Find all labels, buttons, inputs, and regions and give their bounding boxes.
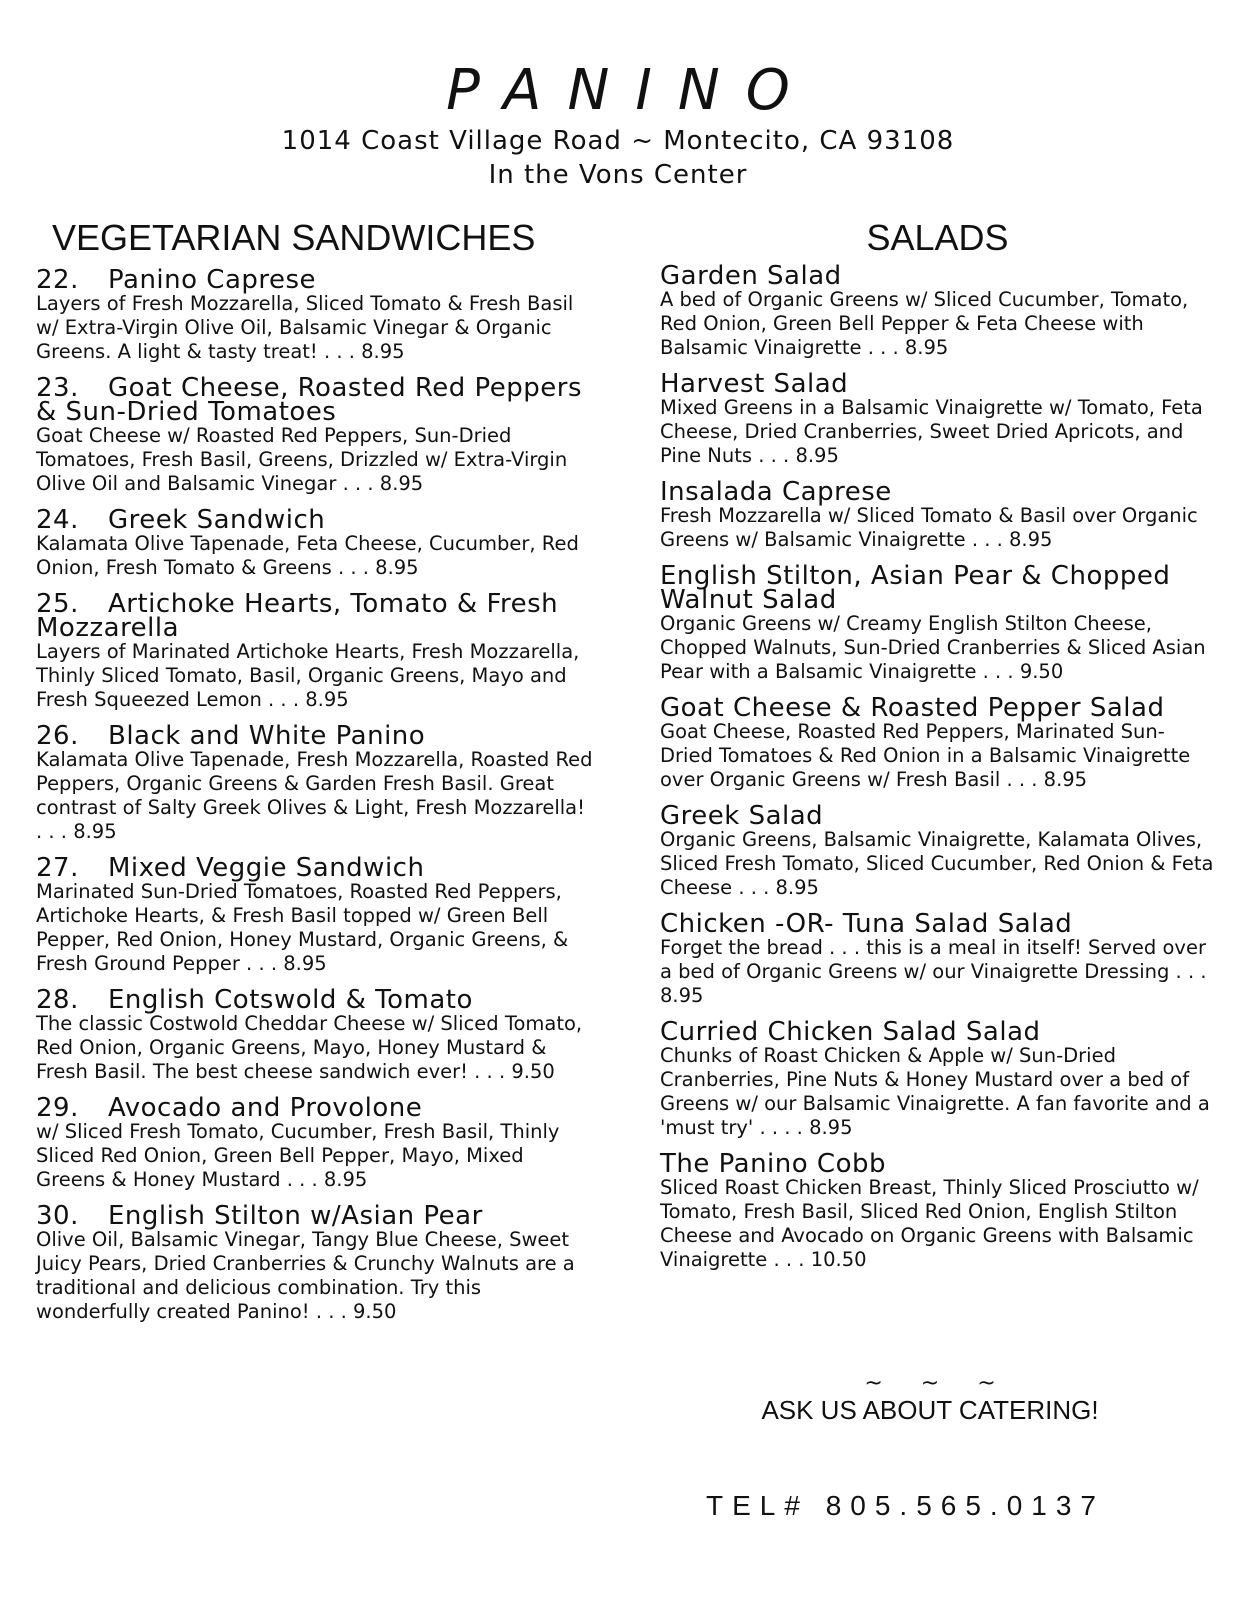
item-description: Chunks of Roast Chicken & Apple w/ Sun-Dried Cranberries, Pine Nuts & Honey Mustard over a bed of Greens w/ our Balsamic Vinaigrette. A fan favorite and a 'must try' . . . . 8.95 (660, 1044, 1210, 1139)
location-note: In the Vons Center (488, 160, 748, 190)
menu-item (36, 854, 596, 976)
item-number: 27. (36, 853, 79, 883)
menu-item (36, 266, 596, 364)
item-description: Marinated Sun-Dried Tomatoes, Roasted Red Peppers, Artichoke Hearts, & Fresh Basil topped w/ Green Bell Pepper, Red Onion, Honey Mustard, Organic Greens, & Fresh Ground Pepper . . . 8.95 (36, 880, 569, 975)
menu-item (660, 478, 1215, 552)
item-name: English Stilton w/Asian Pear (108, 1201, 483, 1231)
item-description: Mixed Greens in a Balsamic Vinaigrette w/ Tomato, Feta Cheese, Dried Cranberries, Sweet Dried Apricots, and Pine Nuts . . . 8.95 (660, 396, 1203, 467)
item-number: 22. (36, 265, 79, 295)
item-description: Goat Cheese w/ Roasted Red Peppers, Sun-Dried Tomatoes, Fresh Basil, Greens, Drizzled w/ Extra-Virgin Olive Oil and Balsamic Vinegar . . . 8.95 (36, 424, 568, 495)
item-name: English Cotswold & Tomato (108, 985, 473, 1015)
item-name: Greek Sandwich (108, 505, 326, 535)
item-description: Fresh Mozzarella w/ Sliced Tomato & Basil over Organic Greens w/ Balsamic Vinaigrette . . . 8.95 (660, 504, 1198, 551)
item-number: 26. (36, 721, 79, 751)
item-description: Kalamata Olive Tapenade, Fresh Mozzarella, Roasted Red Peppers, Organic Greens & Garden Fresh Basil. Great contrast of Salty Greek Olives & Light, Fresh Mozzarella! . . . 8.95 (36, 748, 593, 843)
item-name: The Panino Cobb (660, 1149, 886, 1179)
item-name: Black and White Panino (108, 721, 426, 751)
item-name: Artichoke Hearts, Tomato & Fresh Mozzarella (36, 589, 559, 643)
menu-item (36, 506, 596, 580)
salads-section (660, 216, 1215, 1282)
item-name: Goat Cheese, Roasted Red Peppers & Sun-Dried Tomatoes (36, 373, 583, 427)
menu-item (36, 1094, 596, 1192)
item-description: Kalamata Olive Tapenade, Feta Cheese, Cucumber, Red Onion, Fresh Tomato & Greens . . . 8.95 (36, 532, 579, 579)
catering-note (720, 1371, 1140, 1426)
menu-item (660, 370, 1215, 468)
item-number: 28. (36, 985, 79, 1015)
menu-item (36, 722, 596, 844)
item-description: Goat Cheese, Roasted Red Peppers, Marinated Sun-Dried Tomatoes & Red Onion in a Balsamic Vinaigrette over Organic Greens w/ Fresh Basil . . . 8.95 (660, 720, 1191, 791)
item-number: 25. (36, 589, 79, 619)
item-name: Greek Salad (660, 801, 824, 831)
item-name: Harvest Salad (660, 369, 849, 399)
item-description: Layers of Marinated Artichoke Hearts, Fresh Mozzarella, Thinly Sliced Tomato, Basil, Organic Greens, Mayo and Fresh Squeezed Lemon . . . 8.95 (36, 640, 580, 711)
item-description: Organic Greens, Balsamic Vinaigrette, Kalamata Olives, Sliced Fresh Tomato, Sliced Cucumber, Red Onion & Feta Cheese . . . 8.95 (660, 828, 1214, 899)
item-description: Organic Greens w/ Creamy English Stilton Cheese, Chopped Walnuts, Sun-Dried Cranberries & Sliced Asian Pear with a Balsamic Vinaigrette . . . 9.50 (660, 612, 1206, 683)
menu-item (36, 374, 596, 496)
salads-title: SALADS (866, 217, 1009, 258)
item-description: Olive Oil, Balsamic Vinegar, Tangy Blue Cheese, Sweet Juicy Pears, Dried Cranberries & Crunchy Walnuts are a traditional and delicious combination. Try this wonderfully created Panino! . . . 9.50 (36, 1228, 575, 1323)
menu-item (660, 802, 1215, 900)
menu-item (36, 590, 596, 712)
catering-text: ASK US ABOUT CATERING! (761, 1395, 1099, 1425)
item-name: Goat Cheese & Roasted Pepper Salad (660, 693, 1165, 723)
menu-item (36, 1202, 596, 1324)
sandwiches-title: VEGETARIAN SANDWICHES (52, 217, 536, 258)
item-description: Layers of Fresh Mozzarella, Sliced Tomato & Fresh Basil w/ Extra-Virgin Olive Oil, Balsamic Vinegar & Organic Greens. A light & tasty treat! . . . 8.95 (36, 292, 574, 363)
menu-item (660, 1018, 1215, 1140)
item-name: Avocado and Provolone (108, 1093, 423, 1123)
menu-item (660, 562, 1215, 684)
item-name: English Stilton, Asian Pear & Chopped Walnut Salad (660, 561, 1171, 615)
item-name: Mixed Veggie Sandwich (108, 853, 425, 883)
menu-header (0, 58, 1236, 192)
item-name: Chicken -OR- Tuna Salad Salad (660, 909, 1073, 939)
item-name: Panino Caprese (108, 265, 317, 295)
menu-item (660, 262, 1215, 360)
brand-title: PANINO (446, 58, 816, 123)
item-number: 24. (36, 505, 79, 535)
menu-item (660, 910, 1215, 1008)
sandwiches-section (36, 216, 596, 1334)
menu-item (660, 1150, 1215, 1272)
item-number: 30. (36, 1201, 79, 1231)
item-description: w/ Sliced Fresh Tomato, Cucumber, Fresh Basil, Thinly Sliced Red Onion, Green Bell Pepper, Mayo, Mixed Greens & Honey Mustard . . . 8.95 (36, 1120, 560, 1191)
item-name: Insalada Caprese (660, 477, 892, 507)
item-name: Garden Salad (660, 261, 842, 291)
item-description: Forget the bread . . . this is a meal in itself! Served over a bed of Organic Greens w/ our Vinaigrette Dressing . . . 8.95 (660, 936, 1207, 1007)
item-description: A bed of Organic Greens w/ Sliced Cucumber, Tomato, Red Onion, Green Bell Pepper & Feta Cheese with Balsamic Vinaigrette . . . 8.95 (660, 288, 1189, 359)
menu-item (660, 694, 1215, 792)
menu-item (36, 986, 596, 1084)
item-name: Curried Chicken Salad Salad (660, 1017, 1041, 1047)
phone-number: TEL# 805.565.0137 (706, 1490, 1105, 1521)
item-number: 23. (36, 373, 79, 403)
tilde-divider: ~~~ (864, 1371, 1034, 1396)
item-description: Sliced Roast Chicken Breast, Thinly Sliced Prosciutto w/ Tomato, Fresh Basil, Sliced Red Onion, English Stilton Cheese and Avocado on Organic Greens with Balsamic Vinaigrette . . . 10.50 (660, 1176, 1199, 1271)
item-number: 29. (36, 1093, 79, 1123)
item-description: The classic Costwold Cheddar Cheese w/ Sliced Tomato, Red Onion, Organic Greens, Mayo, Honey Mustard & Fresh Basil. The best cheese sandwich ever! . . . 9.50 (36, 1012, 583, 1083)
address: 1014 Coast Village Road ~ Montecito, CA 93108 (281, 126, 955, 156)
